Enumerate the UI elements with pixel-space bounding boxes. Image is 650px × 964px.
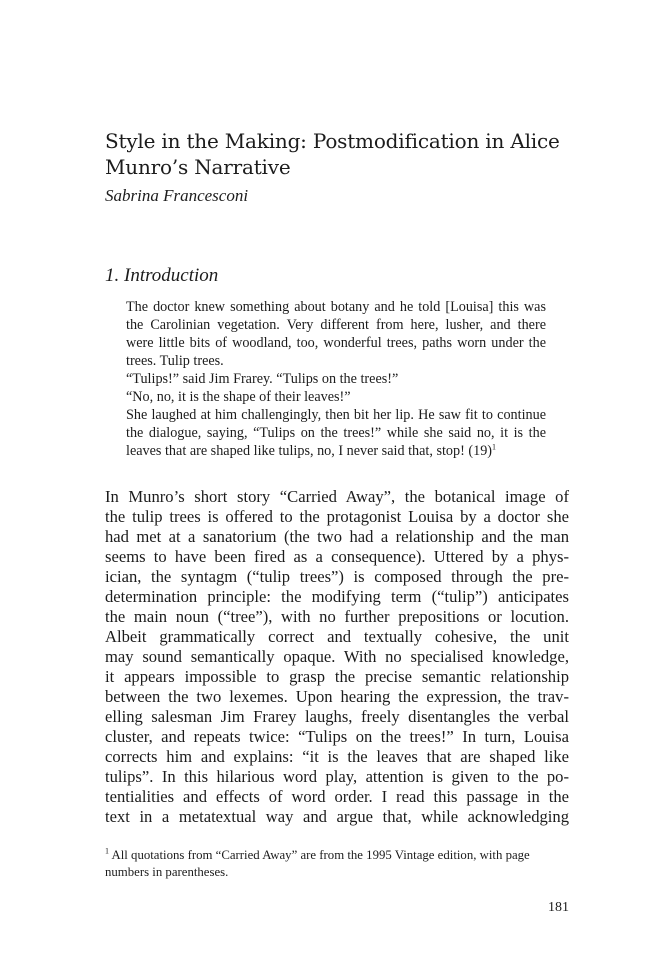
footnote-reference[interactable]: 1: [492, 442, 497, 452]
body-line: elling salesman Jim Frarey laughs, freely disentangles the verbal: [105, 707, 569, 726]
quote-paragraph: “Tulips!” said Jim Frarey. “Tulips on the trees!”: [126, 371, 399, 387]
body-paragraph: [105, 487, 569, 827]
body-line: between the two lexemes. Upon hearing the expression, the trav-: [105, 687, 569, 706]
page-number: 181: [548, 900, 569, 915]
body-line: seems to have been fired as a consequence). Uttered by a phys-: [105, 547, 569, 566]
author-name: Sabrina Francesconi: [105, 186, 249, 205]
block-quote: [126, 298, 546, 460]
footnote: [105, 847, 569, 881]
title-line-1: Style in the Making: Postmodification in Alice: [105, 129, 560, 153]
title-line-2: Munro’s Narrative: [105, 155, 291, 179]
body-line: In Munro’s short story “Carried Away”, the botanical image of: [105, 487, 569, 506]
body-line: tentialities and effects of word order. I read this passage in the: [105, 787, 569, 806]
body-line: cluster, and repeats twice: “Tulips on the trees!” In turn, Louisa: [105, 727, 569, 746]
body-line: ician, the syntagm (“tulip trees”) is composed through the pre-: [105, 567, 569, 586]
quote-paragraph: The doctor knew something about botany and he told [Louisa] this was the Carolinian vegetation. Very different from here, lusher, and there were little bits of woodland, too, wonderful trees, paths worn under the trees. Tulip trees.: [126, 299, 546, 369]
footnote-marker: 1: [105, 846, 109, 856]
body-line: corrects him and explains: “it is the leaves that are shaped like: [105, 747, 569, 766]
body-line: text in a metatextual way and argue that, while acknowledging: [105, 807, 569, 826]
quote-paragraph: [126, 406, 546, 460]
section-heading: 1. Introduction: [105, 265, 219, 286]
body-line: the main noun (“tree”), with no further prepositions or locution.: [105, 607, 569, 626]
quote-last-text: She laughed at him challengingly, then bit her lip. He saw fit to continue the dialogue, saying, “Tulips on the trees!” while she said no, it is the leaves that are shaped like tulips, no, I never said that, stop! (19): [126, 407, 546, 459]
body-line: Albeit grammatically correct and textually cohesive, the unit: [105, 627, 569, 646]
article-title: [105, 128, 575, 180]
quote-paragraph: “No, no, it is the shape of their leaves!”: [126, 389, 351, 405]
body-line: it appears impossible to grasp the precise semantic relationship: [105, 667, 569, 686]
footnote-text: All quotations from “Carried Away” are from the 1995 Vintage edition, with page numbers in parentheses.: [105, 848, 530, 879]
body-line: the tulip trees is offered to the protagonist Louisa by a doctor she: [105, 507, 569, 526]
body-line: determination principle: the modifying term (“tulip”) anticipates: [105, 587, 569, 606]
body-line: may sound semantically opaque. With no specialised knowledge,: [105, 647, 569, 666]
body-line: tulips”. In this hilarious word play, attention is given to the po-: [105, 767, 569, 786]
body-line: had met at a sanatorium (the two had a relationship and the man: [105, 527, 569, 546]
